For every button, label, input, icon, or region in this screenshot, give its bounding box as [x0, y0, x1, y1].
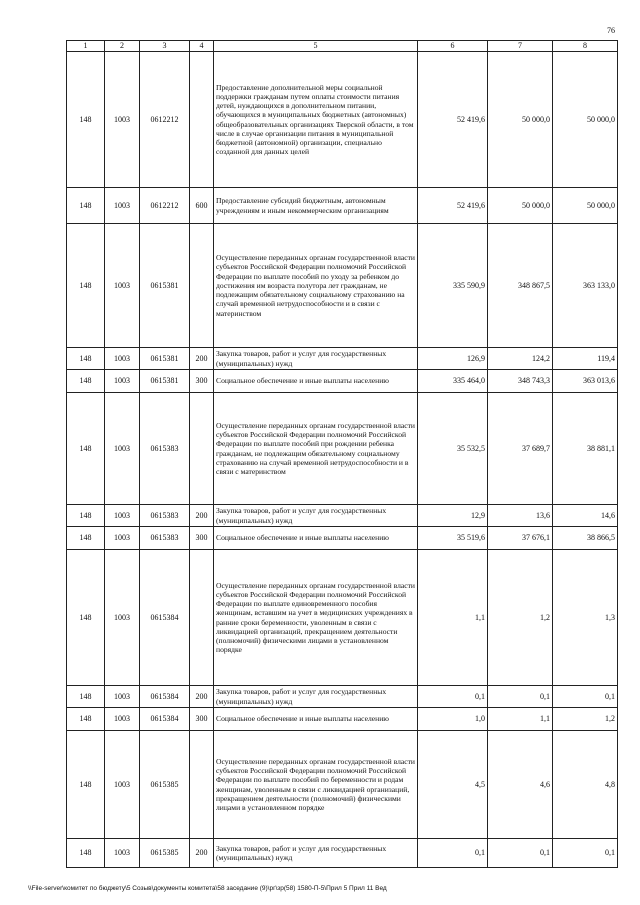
section-code-cell: 1003: [105, 370, 140, 393]
section-code-cell: 1003: [105, 52, 140, 188]
amount-cell: 363 013,6: [553, 370, 618, 393]
expense-type-cell: 300: [190, 370, 214, 393]
description-cell: Социальное обеспечение и иные выплаты населению: [214, 527, 418, 550]
table-row: [67, 731, 618, 839]
amount-cell: 14,6: [553, 505, 618, 527]
amount-cell: 50 000,0: [488, 52, 553, 188]
amount-cell: 52 419,6: [418, 52, 488, 188]
column-header: 3: [140, 41, 190, 52]
target-article-cell: 0615384: [140, 708, 190, 731]
amount-cell: 1,1: [488, 708, 553, 731]
description-cell: Закупка товаров, работ и услуг для государственных (муниципальных) нужд: [214, 686, 418, 708]
target-article-cell: 0615383: [140, 393, 190, 505]
description-cell: Социальное обеспечение и иные выплаты населению: [214, 708, 418, 731]
amount-cell: 119,4: [553, 348, 618, 370]
page-number: 76: [607, 26, 615, 35]
expense-type-cell: 200: [190, 505, 214, 527]
section-code-cell: 1003: [105, 731, 140, 839]
description-cell: Предоставление дополнительной меры социальной поддержки гражданам путем оплаты стоимости питания детей, нуждающихся в дополнительном питании, обучающихся в муниципальных бюджетных (автономных) общеобразовательных организациях Тверской области, в том числе в случае организации питания в муниципальной бюджетной (автономной) организации, специально созданной для данных целей: [214, 52, 418, 188]
section-code-cell: 1003: [105, 686, 140, 708]
table-row: [67, 188, 618, 224]
amount-cell: 0,1: [418, 839, 488, 868]
amount-cell: 124,2: [488, 348, 553, 370]
column-header: 1: [67, 41, 105, 52]
table-row: [67, 348, 618, 370]
amount-cell: 1,2: [488, 550, 553, 686]
description-cell: Закупка товаров, работ и услуг для государственных (муниципальных) нужд: [214, 839, 418, 868]
column-header: 8: [553, 41, 618, 52]
amount-cell: 0,1: [553, 686, 618, 708]
admin-code-cell: 148: [67, 393, 105, 505]
amount-cell: 1,3: [553, 550, 618, 686]
target-article-cell: 0612212: [140, 188, 190, 224]
amount-cell: 35 519,6: [418, 527, 488, 550]
amount-cell: 0,1: [488, 686, 553, 708]
target-article-cell: 0615383: [140, 505, 190, 527]
amount-cell: 4,6: [488, 731, 553, 839]
amount-cell: 12,9: [418, 505, 488, 527]
table-row: [67, 393, 618, 505]
target-article-cell: 0615384: [140, 686, 190, 708]
file-path-footer: \\File-server\комитет по бюджету\5 Созыв\документы комитета\58 заседание (9)\рг\зр(58) 1580-П-5\Прил 5 Прил 11 Вед: [28, 885, 387, 892]
admin-code-cell: 148: [67, 550, 105, 686]
amount-cell: 363 133,0: [553, 224, 618, 348]
amount-cell: 50 000,0: [553, 52, 618, 188]
admin-code-cell: 148: [67, 527, 105, 550]
expense-type-cell: 200: [190, 839, 214, 868]
description-cell: Осуществление переданных органам государственной власти субъектов Российской Федерации полномочий Российской Федерации по выплате пособий по уходу за ребенком до достижения им возраста полутора лет гражданам, не подлежащим обязательному социальному страхованию на случай временной нетрудоспособности и в связи с материнством: [214, 224, 418, 348]
admin-code-cell: 148: [67, 686, 105, 708]
description-cell: Осуществление переданных органам государственной власти субъектов Российской Федерации полномочий Российской Федерации по выплате пособий по беременности и родам женщинам, уволенным в связи с ликвидацией организаций, прекращением деятельности (полномочий) физическими лицами в установленном порядке: [214, 731, 418, 839]
target-article-cell: 0615381: [140, 370, 190, 393]
expense-type-cell: 200: [190, 348, 214, 370]
column-header: 4: [190, 41, 214, 52]
section-code-cell: 1003: [105, 550, 140, 686]
description-cell: Осуществление переданных органам государственной власти субъектов Российской Федерации полномочий Российской Федерации по выплате единовременного пособия женщинам, вставшим на учет в медицинских учреждениях в ранние сроки беременности, уволенным в связи с ликвидацией организаций, прекращением деятельности (полномочий) физическими лицами в установленном порядке: [214, 550, 418, 686]
amount-cell: 50 000,0: [553, 188, 618, 224]
table-row: [67, 527, 618, 550]
section-code-cell: 1003: [105, 839, 140, 868]
column-header: 6: [418, 41, 488, 52]
section-code-cell: 1003: [105, 527, 140, 550]
amount-cell: 52 419,6: [418, 188, 488, 224]
table-row: [67, 686, 618, 708]
target-article-cell: 0612212: [140, 52, 190, 188]
expense-type-cell: 200: [190, 686, 214, 708]
target-article-cell: 0615385: [140, 731, 190, 839]
budget-table: [66, 40, 618, 868]
amount-cell: 335 464,0: [418, 370, 488, 393]
admin-code-cell: 148: [67, 731, 105, 839]
table-row: [67, 708, 618, 731]
amount-cell: 348 867,5: [488, 224, 553, 348]
amount-cell: 4,5: [418, 731, 488, 839]
column-header: 5: [214, 41, 418, 52]
amount-cell: 50 000,0: [488, 188, 553, 224]
target-article-cell: 0615381: [140, 224, 190, 348]
table-row: [67, 550, 618, 686]
section-code-cell: 1003: [105, 393, 140, 505]
description-cell: Осуществление переданных органам государственной власти субъектов Российской Федерации полномочий Российской Федерации по выплате пособий при рождении ребенка гражданам, не подлежащим обязательному социальному страхованию на случай временной нетрудоспособности и в связи с материнством: [214, 393, 418, 505]
admin-code-cell: 148: [67, 370, 105, 393]
expense-type-cell: [190, 550, 214, 686]
table-header-row: [67, 41, 618, 52]
amount-cell: 4,8: [553, 731, 618, 839]
column-header: 7: [488, 41, 553, 52]
expense-type-cell: [190, 393, 214, 505]
amount-cell: 0,1: [553, 839, 618, 868]
expense-type-cell: 300: [190, 527, 214, 550]
table-row: [67, 505, 618, 527]
description-cell: Закупка товаров, работ и услуг для государственных (муниципальных) нужд: [214, 505, 418, 527]
amount-cell: 0,1: [418, 686, 488, 708]
column-header: 2: [105, 41, 140, 52]
table-row: [67, 52, 618, 188]
amount-cell: 38 866,5: [553, 527, 618, 550]
description-cell: Предоставление субсидий бюджетным, автономным учреждениям и иным некоммерческим организациям: [214, 188, 418, 224]
expense-type-cell: 600: [190, 188, 214, 224]
section-code-cell: 1003: [105, 188, 140, 224]
target-article-cell: 0615385: [140, 839, 190, 868]
table-row: [67, 839, 618, 868]
amount-cell: 126,9: [418, 348, 488, 370]
amount-cell: 38 881,1: [553, 393, 618, 505]
admin-code-cell: 148: [67, 52, 105, 188]
target-article-cell: 0615381: [140, 348, 190, 370]
admin-code-cell: 148: [67, 188, 105, 224]
amount-cell: 13,6: [488, 505, 553, 527]
amount-cell: 0,1: [488, 839, 553, 868]
amount-cell: 1,2: [553, 708, 618, 731]
section-code-cell: 1003: [105, 708, 140, 731]
amount-cell: 37 676,1: [488, 527, 553, 550]
admin-code-cell: 148: [67, 224, 105, 348]
expense-type-cell: [190, 224, 214, 348]
expense-type-cell: 300: [190, 708, 214, 731]
expense-type-cell: [190, 731, 214, 839]
admin-code-cell: 148: [67, 708, 105, 731]
section-code-cell: 1003: [105, 505, 140, 527]
amount-cell: 348 743,3: [488, 370, 553, 393]
description-cell: Закупка товаров, работ и услуг для государственных (муниципальных) нужд: [214, 348, 418, 370]
amount-cell: 35 532,5: [418, 393, 488, 505]
target-article-cell: 0615384: [140, 550, 190, 686]
expense-type-cell: [190, 52, 214, 188]
admin-code-cell: 148: [67, 839, 105, 868]
section-code-cell: 1003: [105, 224, 140, 348]
amount-cell: 37 689,7: [488, 393, 553, 505]
table-row: [67, 224, 618, 348]
amount-cell: 1,1: [418, 550, 488, 686]
admin-code-cell: 148: [67, 348, 105, 370]
section-code-cell: 1003: [105, 348, 140, 370]
amount-cell: 335 590,9: [418, 224, 488, 348]
target-article-cell: 0615383: [140, 527, 190, 550]
table-row: [67, 370, 618, 393]
amount-cell: 1,0: [418, 708, 488, 731]
description-cell: Социальное обеспечение и иные выплаты населению: [214, 370, 418, 393]
admin-code-cell: 148: [67, 505, 105, 527]
